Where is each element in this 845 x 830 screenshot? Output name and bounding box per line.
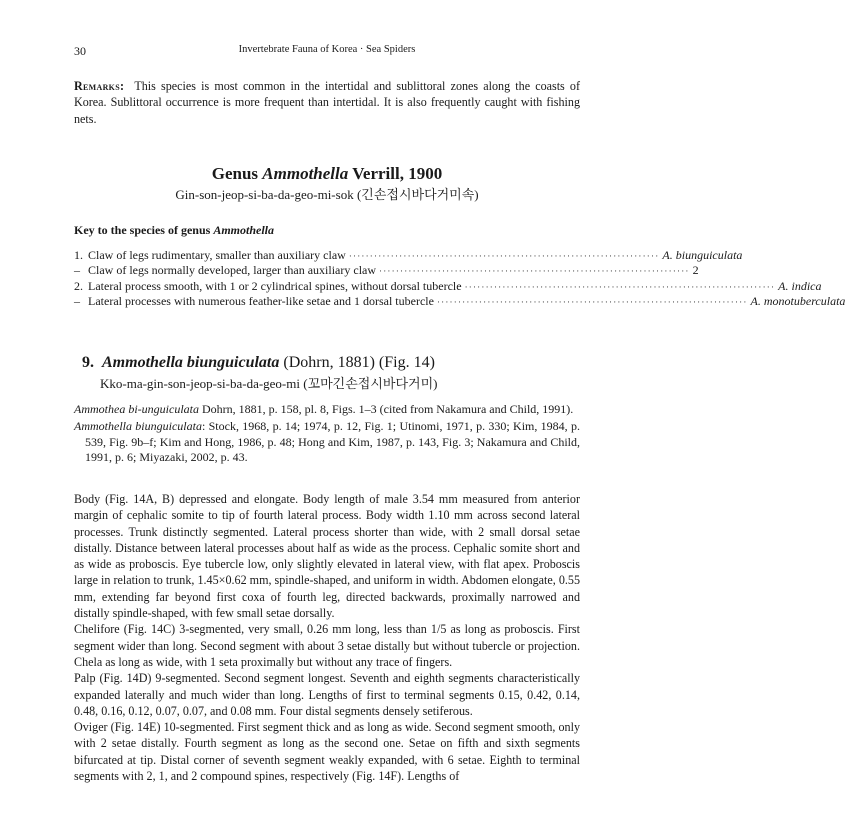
key-leader-dots: ··········································································: [348, 251, 660, 261]
key-item-result: A. indica: [778, 278, 822, 293]
key-item: [74, 248, 743, 263]
synonymy-entry: [74, 419, 580, 466]
description-paragraph: Oviger (Fig. 14E) 10-segmented. First segment thick and as long as wide. Second segment smooth, only with 2 setae distally. Fourth segment as long as the second one. Setae on fifth and sixth segments bifurcated at tip. Distal corner of seventh segment weakly expanded, with 6 setae. Eighth to terminal segments with 2, 1, and 2 compound spines, respectively (Fig. 14F). Lengths of: [74, 720, 580, 784]
key-item-text: Lateral process smooth, with 1 or 2 cylindrical spines, without dorsal tubercle: [88, 278, 462, 293]
synonym-name: Ammothea bi-unguiculata: [74, 402, 199, 416]
key-item-result: 2: [692, 263, 699, 278]
species-heading: [82, 352, 582, 393]
genus-prefix: Genus: [211, 164, 263, 183]
remarks-text: This species is most common in the intertidal and sublittoral zones along the coasts of Korea. Sublittoral occurrence is more frequent than intertidal. It is also frequently caught with fishing nets.: [74, 79, 580, 126]
species-name: Ammothella biunguiculata: [102, 354, 280, 371]
key-heading: [74, 223, 274, 238]
genus-author: Verrill, 1900: [348, 164, 443, 183]
key-item-text: Lateral processes with numerous feather-like setae and 1 dorsal tubercle: [88, 293, 434, 308]
key-item: [74, 293, 845, 309]
species-number: 9.: [82, 354, 94, 371]
key-leader-dots: ··········································································: [379, 266, 690, 277]
key-item-text: Claw of legs rudimentary, smaller than auxiliary claw: [88, 248, 346, 262]
key-heading-genus: Ammothella: [213, 223, 275, 237]
running-header: [74, 44, 580, 58]
key-item-mark: –: [74, 293, 80, 308]
key-leader-dots: ··········································································: [436, 296, 748, 307]
genus-name: Ammothella: [262, 164, 349, 183]
description-paragraph: Chelifore (Fig. 14C) 3-segmented, very small, 0.26 mm long, less than 1/5 as long as proboscis. First segment wider than long. Second segment with about 3 setae distally but without tubercle or projection. Chela as long as wide, with 1 seta proximally but without any trace of fingers.: [74, 622, 580, 669]
remarks-paragraph: [74, 78, 580, 127]
identification-key: [74, 248, 845, 309]
remarks-label: Remarks:: [74, 79, 125, 93]
species-title: [82, 352, 582, 374]
description-paragraph: Body (Fig. 14A, B) depressed and elongate. Body length of male 3.54 mm measured from anterior margin of cephalic somite to tip of fourth lateral process. Body width 1.10 mm across second lateral processes. Trunk distinctly segmented. Lateral process shorter than wide, with 2 small dorsal setae distally. Distance between lateral processes about half as wide as the process. Cephalic somite short and as wide as proboscis. Eye tubercle low, only slightly elevated in lateral view, with flat apex. Proboscis large in relation to trunk, 1.45×0.62 mm, spindle-shaped, and uniform in width. Abdomen elongate, 0.55 mm, extending far beyond first coxa of fourth leg, directed backwards, proximally narrowed and distally spindle-shaped, with few small setae dorsally.: [74, 492, 580, 621]
species-korean-name: Kko-ma-gin-son-jeop-si-ba-da-geo-mi (꼬마긴손접시바다거미): [100, 376, 438, 391]
synonymy-entry: [74, 402, 580, 418]
key-item: [74, 278, 822, 294]
species-author: (Dohrn, 1881) (Fig. 14): [279, 354, 435, 371]
key-item-mark: –: [74, 263, 80, 278]
description-paragraph: Palp (Fig. 14D) 9-segmented. Second segment longest. Seventh and eighth segments characteristically expanded laterally and much wider than long. Lengths of first to terminal segments 0.15, 0.42, 0.14, 0.48, 0.16, 0.12, 0.07, 0.07, and 0.08 mm. Four distal segments densely setiferous.: [74, 671, 580, 718]
genus-heading: [74, 163, 580, 205]
page-number: 30: [74, 44, 86, 58]
description-section: [74, 491, 580, 784]
genus-title: [74, 163, 580, 185]
synonymy-list: [74, 402, 580, 467]
key-leader-dots: ··········································································: [464, 281, 776, 292]
synonym-citation: : Stock, 1968, p. 14; 1974, p. 12, Fig. 1; Utinomi, 1971, p. 330; Kim, 1984, p. 539, Fig. 9b–f; Kim and Hong, 1986, p. 48; Hong and Kim, 1987, p. 143, Fig. 3; Nakamura and Child, 1991, p. 6; Miyazaki, 2002, p. 43.: [85, 418, 580, 465]
key-item: [74, 263, 699, 278]
synonym-citation: Dohrn, 1881, p. 158, pl. 8, Figs. 1–3 (cited from Nakamura and Child, 1991).: [198, 402, 574, 416]
running-title: Invertebrate Fauna of Korea · Sea Spiders: [238, 44, 416, 55]
key-item-text: Claw of legs normally developed, larger than auxiliary claw: [88, 263, 377, 278]
key-item-mark: 2.: [74, 278, 83, 293]
key-heading-text: Key to the species of genus: [74, 223, 214, 237]
key-item-result: A. monotuberculata: [750, 293, 845, 308]
synonym-name: Ammothella biunguiculata: [74, 418, 202, 433]
genus-korean-name: Gin-son-jeop-si-ba-da-geo-mi-sok (긴손접시바다거미속): [175, 187, 479, 202]
key-item-result: A. biunguiculata: [662, 248, 743, 262]
key-item-mark: 1.: [74, 248, 83, 262]
